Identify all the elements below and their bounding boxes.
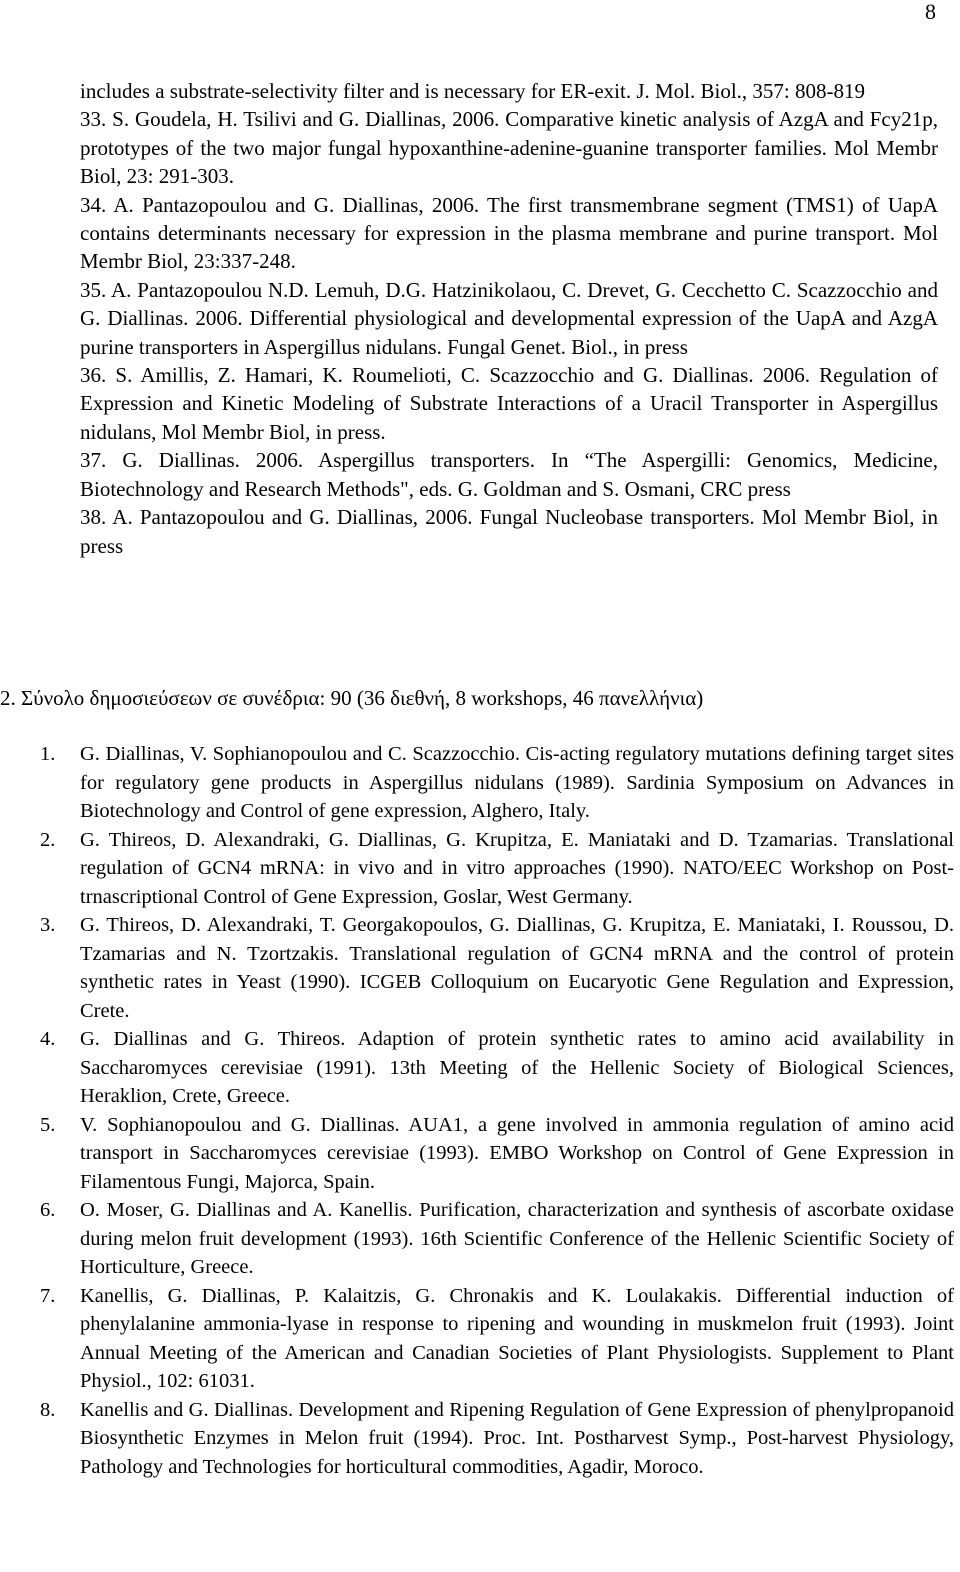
- publication-entry: includes a substrate-selectivity filter and is necessary for ER-exit. J. Mol. Biol., 357: 808-819: [80, 79, 865, 103]
- publication-entry: 33. S. Goudela, H. Tsilivi and G. Diallinas, 2006. Comparative kinetic analysis of AzgA and Fcy21p, prototypes of the two major fungal hypoxanthine-adenine-guanine transporter families. Mol Membr Biol, 23: 291-303.: [80, 107, 938, 189]
- list-item-number: 8.: [40, 1398, 56, 1421]
- list-item: [0, 1196, 958, 1282]
- list-item-number: 7.: [40, 1284, 56, 1307]
- list-item-text: O. Moser, G. Diallinas and A. Kanellis. Purification, characterization and synthesis of ascorbate oxidase during melon fruit development (1993). 16th Scientific Conference of the Hellenic Scientific Society of Horticulture, Greece.: [80, 1199, 954, 1278]
- list-item-text: G. Thireos, D. Alexandraki, G. Diallinas, G. Krupitza, E. Maniataki and D. Tzamarias. Translational regulation of GCN4 mRNA: in vivo and in vitro approaches (1990). NATO/EEC Workshop on Post-trnascriptional Control of Gene Expression, Goslar, West Germany.: [80, 828, 954, 908]
- list-item-number: 4.: [40, 1028, 56, 1050]
- list-item-number: 5.: [40, 1113, 56, 1136]
- section-heading: 2. Σύνολο δημοσιεύσεων σε συνέδρια: 90 (36 διεθνή, 8 workshops, 46 πανελλήνια): [0, 686, 704, 710]
- list-item: [0, 1111, 958, 1197]
- list-item-number: 1.: [40, 743, 56, 765]
- list-item-text: Kanellis and G. Diallinas. Development and Ripening Regulation of Gene Expression of phenylpropanoid Biosynthetic Enzymes in Melon fruit (1994). Proc. Int. Postharvest Symp., Post-harvest Physiology, Pathology and Technologies for horticultural commodities, Agadir, Moroco.: [80, 1398, 954, 1478]
- page-number: 8: [925, 0, 936, 24]
- publication-entry: 36. S. Amillis, Z. Hamari, K. Roumelioti, C. Scazzocchio and G. Diallinas. 2006. Regulation of Expression and Kinetic Modeling of Substrate Interactions of a Uracil Transporter in Aspergillus nidulans, Mol Membr Biol, in press.: [80, 363, 938, 444]
- list-item-number: 2.: [40, 828, 56, 851]
- publication-entry: 35. A. Pantazopoulou N.D. Lemuh, D.G. Hatzinikolaou, C. Drevet, G. Cecchetto C. Scazzocchio and G. Diallinas. 2006. Differential physiological and developmental expression of the UapA and AzgA purine transporters in Aspergillus nidulans. Fungal Genet. Biol., in press: [80, 277, 938, 359]
- list-item: [0, 826, 958, 912]
- list-item: [0, 740, 958, 826]
- publication-entry: 37. G. Diallinas. 2006. Aspergillus transporters. In “The Aspergilli: Genomics, Medicine, Biotechnology and Research Methods", eds. G. Goldman and S. Osmani, CRC press: [80, 448, 938, 501]
- list-item: [0, 1282, 958, 1396]
- list-item-text: G. Thireos, D. Alexandraki, T. Georgakopoulos, G. Diallinas, G. Krupitza, E. Maniataki, I. Roussou, D. Tzamarias and N. Tzortzakis. Translational regulation of GCN4 mRNA and the control of protein synthetic rates in Yeast (1990). ICGEB Colloquium on Eucaryotic Gene Regulation and Expression, Crete.: [80, 914, 954, 1022]
- list-item: [0, 911, 958, 1025]
- list-item-text: G. Diallinas and G. Thireos. Adaption of protein synthetic rates to amino acid availability in Saccharomyces cerevisiae (1991). 13th Meeting of the Hellenic Society of Biological Sciences, Heraklion, Crete, Greece.: [80, 1028, 954, 1107]
- publication-entry: 38. A. Pantazopoulou and G. Diallinas, 2006. Fungal Nucleobase transporters. Mol Membr Biol, in press: [80, 505, 938, 558]
- list-item-number: 6.: [40, 1199, 56, 1221]
- list-item: [0, 1396, 958, 1482]
- publication-entry: 34. A. Pantazopoulou and G. Diallinas, 2006. The first transmembrane segment (TMS1) of UapA contains determinants necessary for expression in the plasma membrane and purine transport. Mol Membr Biol, 23:337-248.: [80, 192, 938, 274]
- publication-list: [80, 77, 938, 560]
- conference-list: [0, 740, 958, 1481]
- list-item-number: 3.: [40, 914, 56, 936]
- list-item-text: G. Diallinas, V. Sophianopoulou and C. Scazzocchio. Cis-acting regulatory mutations defining target sites for regulatory gene products in Aspergillus nidulans (1989). Sardinia Symposium on Advances in Biotechnology and Control of gene expression, Alghero, Italy.: [80, 743, 954, 822]
- list-item-text: V. Sophianopoulou and G. Diallinas. AUA1, a gene involved in ammonia regulation of amino acid transport in Saccharomyces cerevisiae (1993). EMBO Workshop on Control of Gene Expression in Filamentous Fungi, Majorca, Spain.: [80, 1113, 954, 1193]
- list-item-text: Kanellis, G. Diallinas, P. Kalaitzis, G. Chronakis and K. Loulakakis. Differential induction of phenylalanine ammonia-lyase in response to ripening and wounding in muskmelon fruit (1993). Joint Annual Meeting of the American and Canadian Societies of Plant Physiologists. Supplement to Plant Physiol., 102: 61031.: [80, 1284, 954, 1392]
- list-item: [0, 1025, 958, 1111]
